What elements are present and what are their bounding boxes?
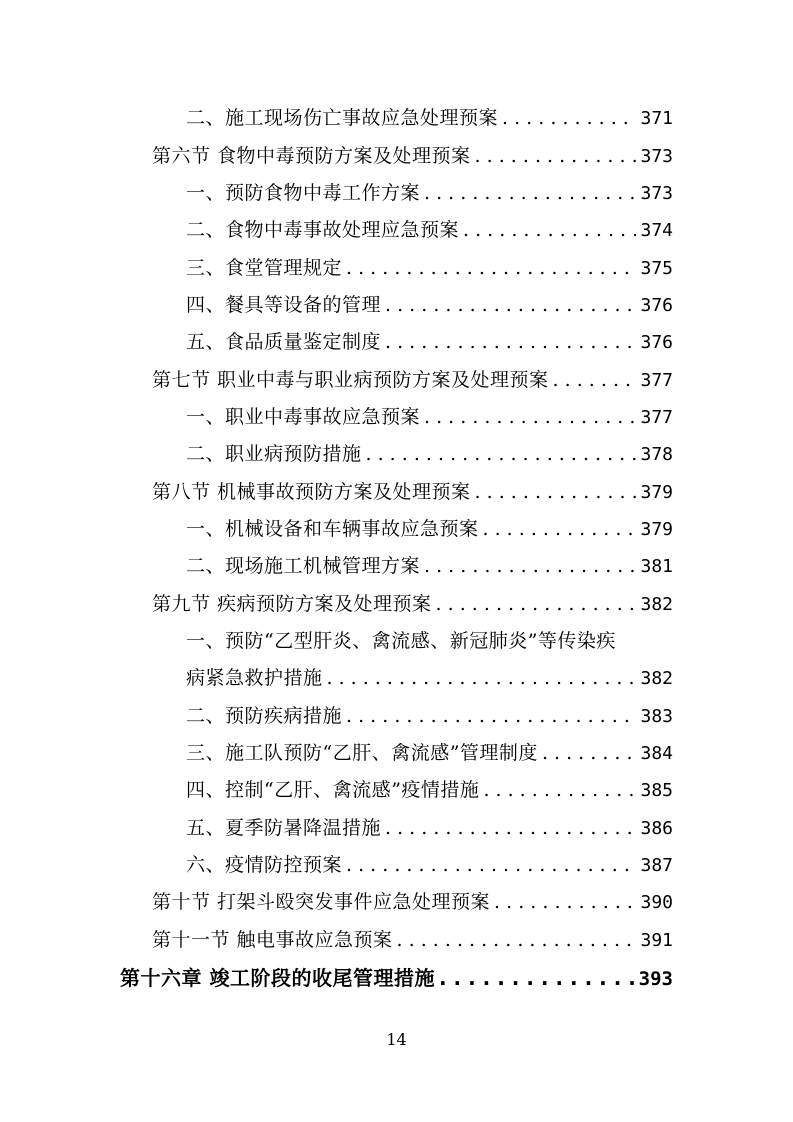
toc-leader-dots bbox=[436, 590, 637, 618]
toc-leader-dots bbox=[502, 104, 636, 132]
toc-entry-title: 二、施工现场伤亡事故应急处理预案 bbox=[186, 107, 499, 129]
toc-entry-title: 第六节 食物中毒预防方案及处理预案 bbox=[152, 145, 471, 167]
toc-entry[interactable] bbox=[186, 291, 673, 319]
toc-entry-page: 379 bbox=[640, 482, 673, 503]
toc-leader-dots bbox=[346, 254, 636, 282]
toc-entry-page: 382 bbox=[640, 594, 673, 615]
toc-entry-wrapped-line[interactable]: 一、预防“乙型肝炎、禽流感、新冠肺炎”等传染疾 bbox=[186, 630, 616, 652]
toc-entry-page: 387 bbox=[640, 855, 673, 876]
toc-entry-page: 377 bbox=[640, 407, 673, 428]
toc-entry-page: 377 bbox=[640, 370, 673, 391]
toc-entry-page: 381 bbox=[640, 556, 673, 577]
toc-entry-title: 第八节 机械事故预防方案及处理预案 bbox=[152, 481, 471, 503]
toc-entry-page: 383 bbox=[640, 706, 673, 727]
toc-leader-dots bbox=[424, 179, 636, 207]
toc-entry[interactable] bbox=[186, 552, 673, 580]
toc-leader-dots bbox=[483, 515, 637, 543]
toc-entry[interactable] bbox=[186, 776, 673, 804]
toc-entry-title: 第七节 职业中毒与职业病预防方案及处理预案 bbox=[152, 369, 549, 391]
toc-entry[interactable] bbox=[186, 440, 673, 468]
toc-leader-dots bbox=[346, 851, 636, 879]
toc-entry-title: 二、职业病预防措施 bbox=[186, 443, 362, 465]
toc-entry[interactable] bbox=[186, 179, 673, 207]
toc-entry-page: 390 bbox=[640, 892, 673, 913]
toc-entry-page: 373 bbox=[640, 183, 673, 204]
toc-entry-page: 382 bbox=[640, 668, 673, 689]
toc-leader-dots bbox=[346, 702, 636, 730]
toc-entry-page: 385 bbox=[640, 780, 673, 801]
toc-entry[interactable] bbox=[152, 590, 673, 618]
toc-entry-title: 第九节 疾病预防方案及处理预案 bbox=[152, 593, 432, 615]
toc-entry-title: 三、施工队预防“乙肝、禽流感”管理制度 bbox=[186, 742, 538, 764]
toc-entry[interactable] bbox=[186, 814, 673, 842]
toc-entry[interactable] bbox=[152, 926, 673, 954]
toc-entry-title: 一、机械设备和车辆事故应急预案 bbox=[186, 518, 479, 540]
toc-entry[interactable] bbox=[186, 739, 673, 767]
toc-entry-title: 五、食品质量鉴定制度 bbox=[186, 331, 382, 353]
toc-leader-dots bbox=[385, 291, 636, 319]
toc-entry[interactable] bbox=[186, 254, 673, 282]
toc-entry[interactable] bbox=[186, 216, 673, 244]
toc-leader-dots bbox=[366, 440, 637, 468]
toc-entry-title: 六、疫情防控预案 bbox=[186, 854, 343, 876]
toc-entry-page: 376 bbox=[640, 332, 673, 353]
toc-leader-dots bbox=[385, 814, 636, 842]
toc-entry-page: 373 bbox=[640, 146, 673, 167]
toc-entry-title: 三、食堂管理规定 bbox=[186, 257, 343, 279]
toc-entry[interactable] bbox=[152, 142, 673, 170]
toc-entry-title: 二、预防疾病措施 bbox=[186, 705, 343, 727]
toc-leader-dots bbox=[439, 964, 635, 992]
toc-entry-page: 371 bbox=[640, 108, 673, 129]
toc-leader-dots bbox=[553, 366, 637, 394]
toc-leader-dots bbox=[494, 888, 636, 916]
toc-entry-page: 378 bbox=[640, 444, 673, 465]
toc-entry[interactable] bbox=[152, 888, 673, 916]
toc-entry-title: 二、食物中毒事故处理应急预案 bbox=[186, 219, 460, 241]
toc-entry-page: 375 bbox=[640, 258, 673, 279]
toc-entry-title: 病紧急救护措施 bbox=[186, 667, 323, 689]
toc-entry-chapter[interactable] bbox=[120, 964, 673, 992]
toc-leader-dots bbox=[475, 142, 637, 170]
toc-entry-title: 一、预防食物中毒工作方案 bbox=[186, 182, 421, 204]
toc-entry[interactable] bbox=[152, 478, 673, 506]
toc-entry-title: 一、职业中毒事故应急预案 bbox=[186, 406, 421, 428]
toc-entry-page: 376 bbox=[640, 295, 673, 316]
toc-leader-dots bbox=[483, 776, 636, 804]
toc-entry-title: 二、现场施工机械管理方案 bbox=[186, 555, 421, 577]
toc-leader-dots bbox=[424, 552, 636, 580]
toc-entry-page: 374 bbox=[640, 220, 673, 241]
toc-leader-dots bbox=[385, 328, 636, 356]
toc-entry[interactable] bbox=[186, 515, 673, 543]
toc-leader-dots bbox=[424, 403, 636, 431]
toc-leader-dots bbox=[327, 664, 637, 692]
toc-entry[interactable] bbox=[186, 104, 673, 132]
toc-entry-title: 四、控制“乙肝、禽流感”疫情措施 bbox=[186, 779, 480, 801]
toc-entry[interactable] bbox=[186, 403, 673, 431]
toc-leader-dots bbox=[397, 926, 637, 954]
toc-entry-page: 393 bbox=[638, 968, 673, 990]
toc-entry-title: 第十六章 竣工阶段的收尾管理措施 bbox=[120, 966, 435, 990]
toc-leader-dots bbox=[542, 739, 637, 767]
toc-entry[interactable] bbox=[186, 664, 673, 692]
toc-entry[interactable] bbox=[186, 328, 673, 356]
toc-entry-page: 379 bbox=[640, 519, 673, 540]
page-number: 14 bbox=[386, 1030, 407, 1049]
toc-leader-dots bbox=[463, 216, 636, 244]
toc-entry-page: 386 bbox=[640, 818, 673, 839]
toc-entry-page: 384 bbox=[640, 743, 673, 764]
toc-entry-title: 第十节 打架斗殴突发事件应急处理预案 bbox=[152, 891, 491, 913]
toc-entry[interactable] bbox=[186, 702, 673, 730]
toc-entry-title: 四、餐具等设备的管理 bbox=[186, 294, 382, 316]
toc-entry[interactable] bbox=[152, 366, 673, 394]
toc-entry-page: 391 bbox=[640, 930, 673, 951]
toc-entry-title: 第十一节 触电事故应急预案 bbox=[152, 929, 393, 951]
toc-entry-title: 五、夏季防暑降温措施 bbox=[186, 817, 382, 839]
toc-entry[interactable] bbox=[186, 851, 673, 879]
toc-leader-dots bbox=[475, 478, 637, 506]
